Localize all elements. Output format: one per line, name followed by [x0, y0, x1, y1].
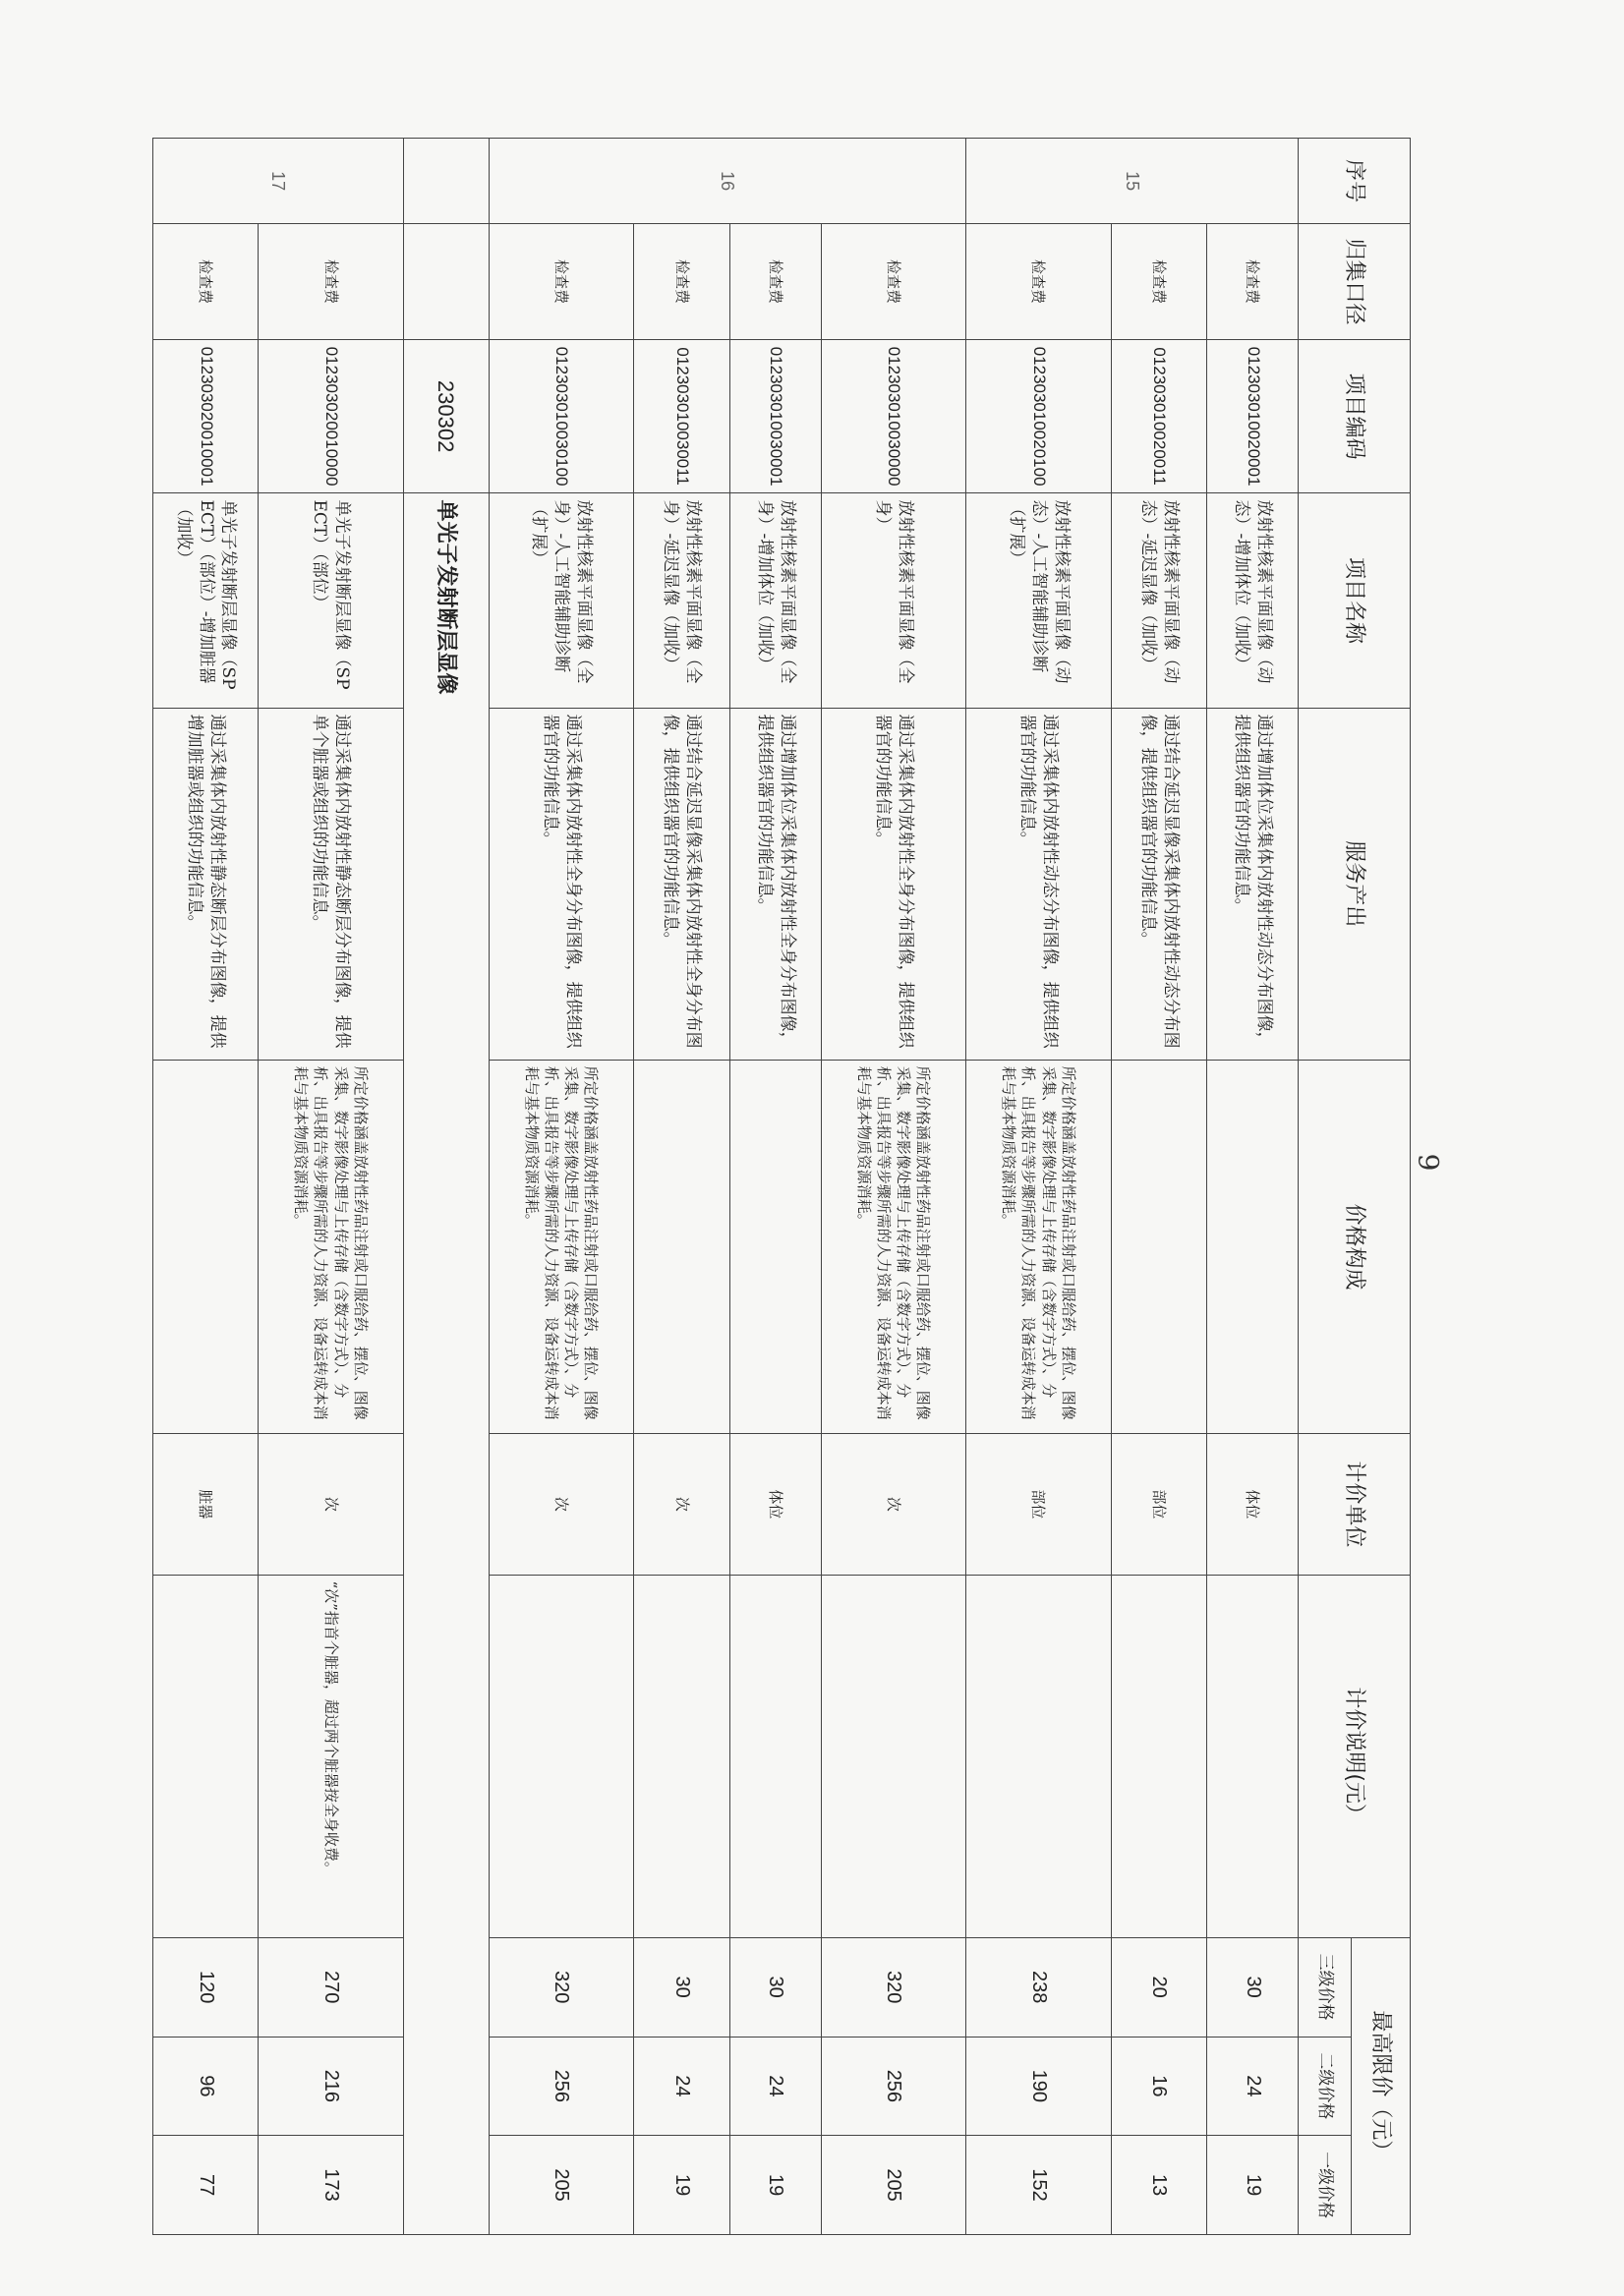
cell-name: 放射性核素平面显像（全身）-增加体位（加收） [729, 493, 821, 708]
cell-category: 检查费 [966, 224, 1112, 340]
cell-note [966, 1575, 1112, 1937]
cell-name: 放射性核素平面显像（动态）-延迟显像（加收） [1111, 493, 1207, 708]
cell-unit: 体位 [729, 1434, 821, 1575]
table-row [489, 139, 634, 2235]
cell-output: 通过结合延迟显像采集体内放射性动态分布图像，提供组织器官的功能信息。 [1111, 708, 1207, 1060]
cell-level1-price: 19 [729, 2136, 821, 2235]
cell-seq: 16 [489, 139, 965, 224]
section-code: 230302 [403, 339, 489, 493]
cell-category: 检查费 [1207, 224, 1299, 340]
cell-output: 通过采集体内放射性动态分布图像，提供组织器官的功能信息。 [966, 708, 1112, 1060]
table-body [153, 139, 1299, 2235]
cell-output: 通过结合延迟显像采集体内放射性全身分布图像，提供组织器官的功能信息。 [634, 708, 730, 1060]
cell-output: 通过增加体位采集体内放射性全身分布图像，提供组织器官的功能信息。 [729, 708, 821, 1060]
cell-code: 012303010020100 [966, 339, 1112, 493]
cell-name: 放射性核素平面显像（全身） [821, 493, 966, 708]
table-row [729, 139, 821, 2235]
cell-level1-price: 19 [1207, 2136, 1299, 2235]
cell-level3-price: 238 [966, 1937, 1112, 2037]
cell-name: 单光子发射断层显像（SPECT）（部位）-增加脏器（加收） [153, 493, 259, 708]
header-code: 项目编码 [1299, 339, 1411, 493]
cell-name: 放射性核素平面显像（动态）-人工智能辅助诊断（扩展） [966, 493, 1112, 708]
cell-level3-price: 270 [259, 1937, 404, 2037]
cell-note [729, 1575, 821, 1937]
cell-seq-empty [403, 139, 489, 224]
cell-composition [1207, 1060, 1299, 1433]
cell-composition: 所定价格涵盖放射性药品注射或口服给药、摆位、图像采集、数字影像处理与上传存储（含数字方式）、分析、出具报告等步骤所需的人力资源、设备运转成本消耗与基本物质资源消耗。 [821, 1060, 966, 1433]
header-unit: 计价单位 [1299, 1434, 1411, 1575]
header-category: 归集口径 [1299, 224, 1411, 340]
cell-unit: 体位 [1207, 1434, 1299, 1575]
cell-category: 检查费 [259, 224, 404, 340]
cell-code: 012303020010000 [259, 339, 404, 493]
cell-level3-price: 30 [729, 1937, 821, 2037]
cell-code: 012303020010001 [153, 339, 259, 493]
page-number: 9 [1412, 1153, 1445, 1172]
cell-level2-price: 24 [1207, 2037, 1299, 2136]
header-output: 服务产出 [1299, 708, 1411, 1060]
cell-category: 检查费 [634, 224, 730, 340]
cell-category: 检查费 [489, 224, 634, 340]
cell-level2-price: 190 [966, 2037, 1112, 2136]
cell-note: “次”指首个脏器，超过两个脏器按全身收费。 [259, 1575, 404, 1937]
cell-note [634, 1575, 730, 1937]
cell-code: 012303010030100 [489, 339, 634, 493]
cell-category-empty [403, 224, 489, 340]
header-composition: 价格构成 [1299, 1060, 1411, 1433]
cell-category: 检查费 [821, 224, 966, 340]
cell-unit: 部位 [1111, 1434, 1207, 1575]
cell-level2-price: 24 [729, 2037, 821, 2136]
cell-code: 012303010030011 [634, 339, 730, 493]
cell-composition: 所定价格涵盖放射性药品注射或口服给药、摆位、图像采集、数字影像处理与上传存储（含数字方式）、分析、出具报告等步骤所需的人力资源、设备运转成本消耗与基本物质资源消耗。 [489, 1060, 634, 1433]
cell-level3-price: 320 [821, 1937, 966, 2037]
cell-level3-price: 30 [1207, 1937, 1299, 2037]
cell-composition: 所定价格涵盖放射性药品注射或口服给药、摆位、图像采集、数字影像处理与上传存储（含数字方式）、分析、出具报告等步骤所需的人力资源、设备运转成本消耗与基本物质资源消耗。 [259, 1060, 404, 1433]
cell-name: 放射性核素平面显像（动态）-增加体位（加收） [1207, 493, 1299, 708]
cell-composition: 所定价格涵盖放射性药品注射或口服给药、摆位、图像采集、数字影像处理与上传存储（含数字方式）、分析、出具报告等步骤所需的人力资源、设备运转成本消耗与基本物质资源消耗。 [966, 1060, 1112, 1433]
cell-level2-price: 24 [634, 2037, 730, 2136]
cell-output: 通过增加体位采集体内放射性动态分布图像，提供组织器官的功能信息。 [1207, 708, 1299, 1060]
cell-composition [153, 1060, 259, 1433]
cell-level2-price: 216 [259, 2037, 404, 2136]
cell-level3-price: 320 [489, 1937, 634, 2037]
header-seq: 序号 [1299, 139, 1411, 224]
cell-note [821, 1575, 966, 1937]
cell-composition [729, 1060, 821, 1433]
cell-output: 通过采集体内放射性全身分布图像，提供组织器官的功能信息。 [821, 708, 966, 1060]
cell-output: 通过采集体内放射性静态断层分布图像，提供增加脏器或组织的功能信息。 [153, 708, 259, 1060]
cell-output: 通过采集体内放射性全身分布图像，提供组织器官的功能信息。 [489, 708, 634, 1060]
section-name: 单光子发射断层显像 [403, 493, 489, 2235]
cell-note [1111, 1575, 1207, 1937]
cell-unit: 次 [821, 1434, 966, 1575]
header-level2: 二级价格 [1299, 2037, 1352, 2136]
price-table [152, 138, 1411, 2235]
header-level3: 三级价格 [1299, 1937, 1352, 2037]
cell-level2-price: 16 [1111, 2037, 1207, 2136]
cell-level1-price: 205 [489, 2136, 634, 2235]
cell-level1-price: 13 [1111, 2136, 1207, 2235]
cell-name: 单光子发射断层显像（SPECT）（部位） [259, 493, 404, 708]
cell-level2-price: 96 [153, 2037, 259, 2136]
table-row [1111, 139, 1207, 2235]
section-row [403, 139, 489, 2235]
cell-composition [1111, 1060, 1207, 1433]
cell-unit: 部位 [966, 1434, 1112, 1575]
cell-level2-price: 256 [489, 2037, 634, 2136]
cell-category: 检查费 [153, 224, 259, 340]
cell-name: 放射性核素平面显像（全身）-延迟显像（加收） [634, 493, 730, 708]
cell-note [1207, 1575, 1299, 1937]
cell-unit: 次 [489, 1434, 634, 1575]
cell-category: 检查费 [1111, 224, 1207, 340]
header-note: 计价说明(元） [1299, 1575, 1411, 1937]
table-row [153, 139, 259, 2235]
table-row [259, 139, 404, 2235]
cell-unit: 次 [634, 1434, 730, 1575]
cell-level1-price: 173 [259, 2136, 404, 2235]
table-row [634, 139, 730, 2235]
header-name: 项目名称 [1299, 493, 1411, 708]
cell-note [489, 1575, 634, 1937]
table-row [1207, 139, 1299, 2235]
cell-code: 012303010030000 [821, 339, 966, 493]
cell-category: 检查费 [729, 224, 821, 340]
header-level1: 一级价格 [1299, 2136, 1352, 2235]
table-row [821, 139, 966, 2235]
cell-level3-price: 120 [153, 1937, 259, 2037]
header-max-price: 最高限价（元） [1352, 1937, 1411, 2234]
cell-level2-price: 256 [821, 2037, 966, 2136]
cell-code: 012303010030001 [729, 339, 821, 493]
rotated-table-sheet [152, 138, 1411, 2235]
cell-code: 012303010020011 [1111, 339, 1207, 493]
cell-output: 通过采集体内放射性静态断层分布图像，提供单个脏器或组织的功能信息。 [259, 708, 404, 1060]
cell-level1-price: 77 [153, 2136, 259, 2235]
cell-level1-price: 152 [966, 2136, 1112, 2235]
cell-code: 012303010020001 [1207, 339, 1299, 493]
cell-level1-price: 205 [821, 2136, 966, 2235]
cell-level3-price: 30 [634, 1937, 730, 2037]
cell-name: 放射性核素平面显像（全身）-人工智能辅助诊断（扩展） [489, 493, 634, 708]
table-row [966, 139, 1112, 2235]
cell-level3-price: 20 [1111, 1937, 1207, 2037]
cell-composition [634, 1060, 730, 1433]
cell-level1-price: 19 [634, 2136, 730, 2235]
cell-unit: 次 [259, 1434, 404, 1575]
cell-note [153, 1575, 259, 1937]
cell-unit: 脏器 [153, 1434, 259, 1575]
cell-seq: 17 [153, 139, 404, 224]
cell-seq: 15 [966, 139, 1299, 224]
